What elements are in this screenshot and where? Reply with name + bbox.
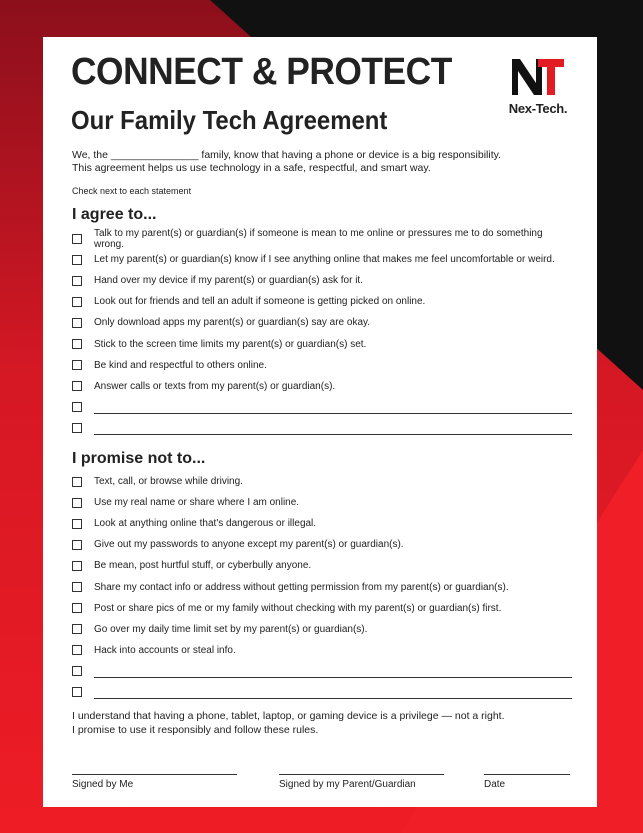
agree-item-text: Talk to my parent(s) or guardian(s) if someone is mean to me online or pressures me to do something wrong. bbox=[94, 227, 543, 250]
signature-date-label: Date bbox=[484, 779, 506, 790]
agree-item-text: Only download apps my parent(s) or guardian(s) say are okay. bbox=[94, 317, 371, 329]
signature-guardian-label: Signed by my Parent/Guardian bbox=[279, 779, 416, 790]
agree-item bbox=[72, 228, 572, 249]
closing-line-2: I promise to use it responsibly and follow these rules. bbox=[72, 723, 319, 736]
checkbox[interactable] bbox=[72, 339, 82, 349]
promise-list bbox=[72, 471, 572, 703]
checkbox[interactable] bbox=[72, 519, 82, 529]
signature-me-label: Signed by Me bbox=[72, 779, 134, 790]
closing-statement bbox=[72, 710, 505, 737]
agree-item-blank bbox=[72, 418, 572, 439]
checkbox[interactable] bbox=[72, 498, 82, 508]
promise-item bbox=[72, 471, 572, 492]
promise-item bbox=[72, 640, 572, 661]
signature-me-line[interactable] bbox=[72, 774, 237, 775]
agree-item bbox=[72, 355, 572, 376]
checkbox[interactable] bbox=[72, 255, 82, 265]
page-subtitle: Our Family Tech Agreement bbox=[71, 105, 388, 135]
write-in-line[interactable] bbox=[94, 426, 572, 435]
agree-item-text: Stick to the screen time limits my parent(s) or guardian(s) set. bbox=[94, 338, 367, 350]
signature-me bbox=[72, 774, 237, 790]
checkbox[interactable] bbox=[72, 624, 82, 634]
promise-item-text: Share my contact info or address without getting permission from my parent(s) or guardian(s). bbox=[94, 581, 509, 593]
closing-line-1: I understand that having a phone, tablet, laptop, or gaming device is a privilege — not a right. bbox=[72, 710, 505, 722]
promise-item bbox=[72, 555, 572, 576]
signature-date-line[interactable] bbox=[484, 774, 570, 775]
agree-item-text: Be kind and respectful to others online. bbox=[94, 359, 267, 371]
checkbox[interactable] bbox=[72, 297, 82, 307]
intro-line-2: This agreement helps us use technology in a safe, respectful, and smart way. bbox=[72, 162, 431, 174]
agree-item bbox=[72, 312, 572, 333]
checkbox[interactable] bbox=[72, 582, 82, 592]
promise-item bbox=[72, 492, 572, 513]
checkbox[interactable] bbox=[72, 381, 82, 391]
checkbox[interactable] bbox=[72, 477, 82, 487]
promise-item-text: Hack into accounts or steal info. bbox=[94, 644, 236, 656]
agree-list bbox=[72, 228, 572, 439]
checkbox[interactable] bbox=[72, 687, 82, 697]
checkbox[interactable] bbox=[72, 540, 82, 550]
promise-item bbox=[72, 598, 572, 619]
checkbox[interactable] bbox=[72, 276, 82, 286]
agree-heading: I agree to... bbox=[72, 206, 157, 223]
check-instruction: Check next to each statement bbox=[72, 186, 192, 196]
agree-item-text: Hand over my device if my parent(s) or guardian(s) ask for it. bbox=[94, 275, 363, 287]
signature-guardian-line[interactable] bbox=[279, 774, 444, 775]
signature-date bbox=[484, 774, 570, 790]
checkbox[interactable] bbox=[72, 645, 82, 655]
page-title: CONNECT & PROTECT bbox=[71, 51, 452, 93]
promise-item-text: Use my real name or share where I am online. bbox=[94, 497, 300, 509]
checkbox[interactable] bbox=[72, 423, 82, 433]
checkbox[interactable] bbox=[72, 402, 82, 412]
intro-line-1: We, the _______________ family, know that having a phone or device is a big responsibility. bbox=[72, 149, 502, 161]
promise-item-blank bbox=[72, 661, 572, 682]
checkbox[interactable] bbox=[72, 666, 82, 676]
agree-item-text: Look out for friends and tell an adult if someone is getting picked on online. bbox=[94, 296, 426, 308]
promise-heading: I promise not to... bbox=[72, 450, 206, 467]
promise-item-text: Look at anything online that's dangerous or illegal. bbox=[94, 518, 317, 530]
logo-wordmark: Nex-Tech. bbox=[508, 101, 568, 116]
promise-item-blank bbox=[72, 682, 572, 703]
promise-item-text: Go over my daily time limit set by my parent(s) or guardian(s). bbox=[94, 623, 368, 635]
signature-guardian bbox=[279, 774, 444, 790]
agree-item-text: Let my parent(s) or guardian(s) know if I see anything online that makes me feel uncomfortable or weird. bbox=[94, 254, 555, 266]
intro-text bbox=[72, 149, 501, 175]
promise-item bbox=[72, 534, 572, 555]
agree-item bbox=[72, 376, 572, 397]
promise-item-text: Be mean, post hurtful stuff, or cyberbully anyone. bbox=[94, 560, 312, 572]
promise-item-text: Give out my passwords to anyone except my parent(s) or guardian(s). bbox=[94, 539, 404, 551]
checkbox[interactable] bbox=[72, 561, 82, 571]
agree-item bbox=[72, 333, 572, 354]
write-in-line[interactable] bbox=[94, 669, 572, 678]
checkbox[interactable] bbox=[72, 318, 82, 328]
agreement-sheet bbox=[43, 37, 597, 807]
checkbox[interactable] bbox=[72, 360, 82, 370]
agree-item bbox=[72, 291, 572, 312]
promise-item bbox=[72, 619, 572, 640]
agree-item bbox=[72, 249, 572, 270]
checkbox[interactable] bbox=[72, 234, 82, 244]
write-in-line[interactable] bbox=[94, 690, 572, 699]
agree-item-text: Answer calls or texts from my parent(s) or guardian(s). bbox=[94, 380, 336, 392]
promise-item bbox=[72, 513, 572, 534]
nt-logo-mark-icon bbox=[498, 55, 578, 99]
write-in-line[interactable] bbox=[94, 405, 572, 414]
agree-item-blank bbox=[72, 397, 572, 418]
agree-item bbox=[72, 270, 572, 291]
nex-tech-logo bbox=[498, 55, 578, 135]
promise-item bbox=[72, 576, 572, 597]
checkbox[interactable] bbox=[72, 603, 82, 613]
promise-item-text: Post or share pics of me or my family without checking with my parent(s) or guardian(s) first. bbox=[94, 602, 502, 614]
promise-item-text: Text, call, or browse while driving. bbox=[94, 476, 243, 488]
